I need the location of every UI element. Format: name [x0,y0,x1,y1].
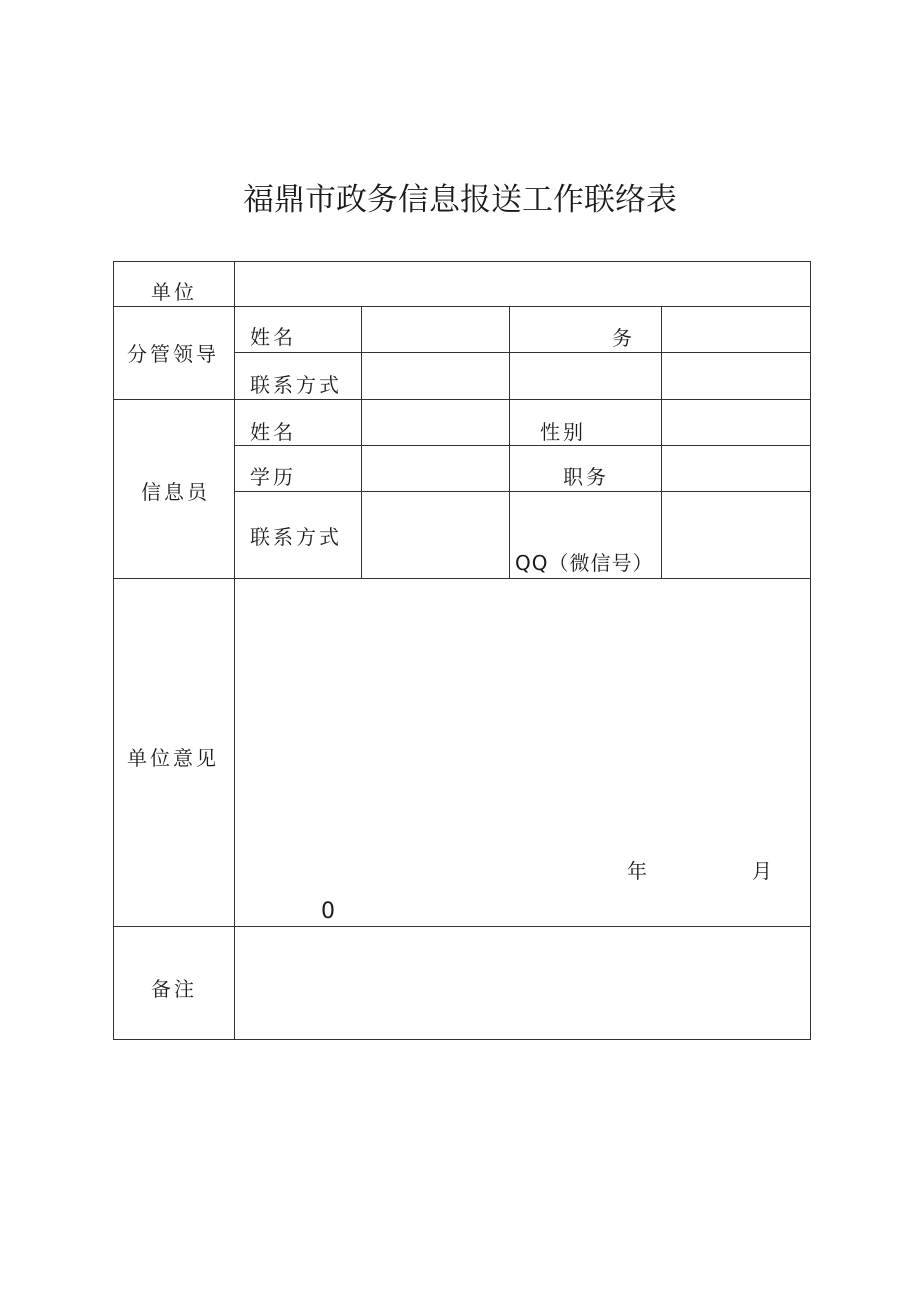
informant-qq-field[interactable] [662,492,810,578]
opinion-field[interactable] [235,579,810,926]
leader-name-field[interactable] [362,307,509,352]
informant-name-field[interactable] [362,400,509,445]
column-divider [509,306,510,579]
informant-name-label: 姓名 [250,420,296,444]
leader-contact-label: 联系方式 [250,373,342,397]
informant-education-field[interactable] [362,446,509,491]
table-border-right [810,261,811,1040]
informant-contact-field[interactable] [362,492,509,578]
table-border-bottom [113,1039,811,1040]
unit-label: 单位 [151,280,197,304]
remarks-label: 备注 [151,977,197,1001]
opinion-year-label: 年 [627,859,650,883]
informant-post-field[interactable] [662,446,810,491]
opinion-month-label: 月 [752,859,775,883]
informant-post-label: 职务 [563,465,609,489]
leader-name-label: 姓名 [250,325,296,349]
leader-label: 分管领导 [127,342,219,366]
informant-contact-label: 联系方式 [250,525,342,549]
informant-label: 信息员 [141,480,210,504]
leader-contact-field[interactable] [362,353,810,399]
opinion-label: 单位意见 [127,746,219,770]
table-border-left [113,261,114,1040]
informant-gender-label: 性别 [540,420,586,444]
page-title: 福鼎市政务信息报送工作联络表 [243,182,677,218]
opinion-stray-mark: 0 [321,899,335,924]
leader-post-field[interactable] [662,307,810,352]
leader-post-label: 务 [612,326,635,350]
informant-qq-label: QQ（微信号） [515,551,654,575]
unit-field[interactable] [235,262,810,306]
remarks-field[interactable] [235,927,810,1039]
informant-gender-field[interactable] [662,400,810,445]
informant-education-label: 学历 [250,465,296,489]
